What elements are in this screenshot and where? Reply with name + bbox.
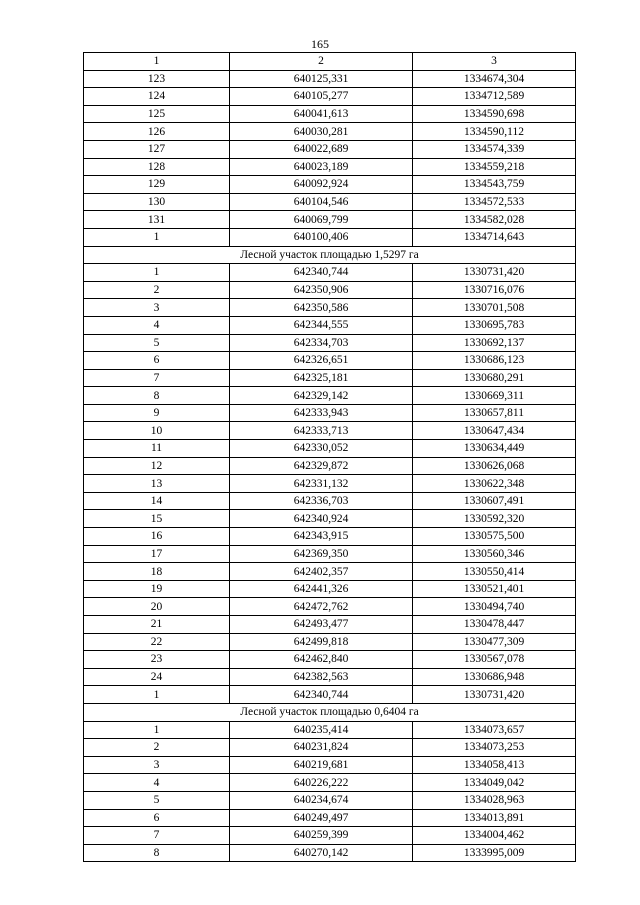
x-coordinate-cell: 640234,674	[230, 791, 413, 809]
point-number-cell: 24	[84, 668, 230, 686]
y-coordinate-cell: 1330680,291	[413, 369, 576, 387]
x-coordinate-cell: 642330,052	[230, 440, 413, 458]
table-row	[84, 774, 576, 792]
table-row	[84, 387, 576, 405]
point-number-cell: 19	[84, 580, 230, 598]
point-number-cell: 128	[84, 158, 230, 176]
x-coordinate-cell: 642334,703	[230, 334, 413, 352]
header-row	[84, 53, 576, 71]
point-number-cell: 124	[84, 88, 230, 106]
y-coordinate-cell: 1330731,420	[413, 264, 576, 282]
x-coordinate-cell: 642329,142	[230, 387, 413, 405]
point-number-cell: 7	[84, 827, 230, 845]
point-number-cell: 123	[84, 70, 230, 88]
table-row	[84, 721, 576, 739]
section-title: Лесной участок площадью 1,5297 га	[84, 246, 576, 264]
table-body	[84, 70, 576, 862]
y-coordinate-cell: 1333995,009	[413, 844, 576, 862]
y-coordinate-cell: 1330477,309	[413, 633, 576, 651]
y-coordinate-cell: 1334049,042	[413, 774, 576, 792]
y-coordinate-cell: 1334004,462	[413, 827, 576, 845]
table-row	[84, 580, 576, 598]
y-coordinate-cell: 1334590,112	[413, 123, 576, 141]
point-number-cell: 16	[84, 528, 230, 546]
header-cell-point: 1	[84, 53, 230, 71]
table-row	[84, 158, 576, 176]
x-coordinate-cell: 640069,799	[230, 211, 413, 229]
point-number-cell: 1	[84, 721, 230, 739]
table-row	[84, 440, 576, 458]
table-row	[84, 228, 576, 246]
table-row	[84, 633, 576, 651]
y-coordinate-cell: 1330478,447	[413, 616, 576, 634]
y-coordinate-cell: 1330657,811	[413, 404, 576, 422]
point-number-cell: 21	[84, 616, 230, 634]
table-row	[84, 756, 576, 774]
point-number-cell: 1	[84, 228, 230, 246]
y-coordinate-cell: 1330550,414	[413, 563, 576, 581]
table-row	[84, 475, 576, 493]
y-coordinate-cell: 1330686,948	[413, 668, 576, 686]
table-row	[84, 510, 576, 528]
y-coordinate-cell: 1330622,348	[413, 475, 576, 493]
coordinates-table	[83, 52, 576, 862]
point-number-cell: 125	[84, 105, 230, 123]
table-row	[84, 404, 576, 422]
x-coordinate-cell: 642472,762	[230, 598, 413, 616]
table-row	[84, 457, 576, 475]
x-coordinate-cell: 642402,357	[230, 563, 413, 581]
point-number-cell: 4	[84, 774, 230, 792]
x-coordinate-cell: 642499,818	[230, 633, 413, 651]
point-number-cell: 127	[84, 140, 230, 158]
y-coordinate-cell: 1334712,589	[413, 88, 576, 106]
table-row	[84, 316, 576, 334]
x-coordinate-cell: 642493,477	[230, 616, 413, 634]
y-coordinate-cell: 1334028,963	[413, 791, 576, 809]
x-coordinate-cell: 640023,189	[230, 158, 413, 176]
table-row	[84, 70, 576, 88]
table-row	[84, 827, 576, 845]
y-coordinate-cell: 1334590,698	[413, 105, 576, 123]
section-row	[84, 246, 576, 264]
table-row	[84, 739, 576, 757]
y-coordinate-cell: 1334073,657	[413, 721, 576, 739]
point-number-cell: 131	[84, 211, 230, 229]
x-coordinate-cell: 640092,924	[230, 176, 413, 194]
point-number-cell: 3	[84, 756, 230, 774]
x-coordinate-cell: 642343,915	[230, 528, 413, 546]
table-row	[84, 352, 576, 370]
x-coordinate-cell: 642336,703	[230, 492, 413, 510]
point-number-cell: 14	[84, 492, 230, 510]
x-coordinate-cell: 640249,497	[230, 809, 413, 827]
table-row	[84, 651, 576, 669]
y-coordinate-cell: 1330494,740	[413, 598, 576, 616]
point-number-cell: 18	[84, 563, 230, 581]
y-coordinate-cell: 1330521,401	[413, 580, 576, 598]
y-coordinate-cell: 1334073,253	[413, 739, 576, 757]
x-coordinate-cell: 640219,681	[230, 756, 413, 774]
point-number-cell: 7	[84, 369, 230, 387]
point-number-cell: 5	[84, 791, 230, 809]
y-coordinate-cell: 1334714,643	[413, 228, 576, 246]
x-coordinate-cell: 640231,824	[230, 739, 413, 757]
y-coordinate-cell: 1330567,078	[413, 651, 576, 669]
point-number-cell: 2	[84, 281, 230, 299]
y-coordinate-cell: 1334058,413	[413, 756, 576, 774]
y-coordinate-cell: 1330716,076	[413, 281, 576, 299]
table-row	[84, 369, 576, 387]
table-row	[84, 281, 576, 299]
x-coordinate-cell: 642333,713	[230, 422, 413, 440]
x-coordinate-cell: 642441,326	[230, 580, 413, 598]
x-coordinate-cell: 640125,331	[230, 70, 413, 88]
x-coordinate-cell: 642340,744	[230, 264, 413, 282]
table-row	[84, 176, 576, 194]
x-coordinate-cell: 642350,906	[230, 281, 413, 299]
x-coordinate-cell: 640104,546	[230, 193, 413, 211]
y-coordinate-cell: 1334572,533	[413, 193, 576, 211]
y-coordinate-cell: 1334582,028	[413, 211, 576, 229]
table-row	[84, 563, 576, 581]
x-coordinate-cell: 642325,181	[230, 369, 413, 387]
table-row	[84, 123, 576, 141]
table-row	[84, 422, 576, 440]
point-number-cell: 22	[84, 633, 230, 651]
x-coordinate-cell: 640259,399	[230, 827, 413, 845]
x-coordinate-cell: 642382,563	[230, 668, 413, 686]
point-number-cell: 8	[84, 387, 230, 405]
y-coordinate-cell: 1330669,311	[413, 387, 576, 405]
x-coordinate-cell: 642333,943	[230, 404, 413, 422]
x-coordinate-cell: 642326,651	[230, 352, 413, 370]
table-row	[84, 193, 576, 211]
point-number-cell: 129	[84, 176, 230, 194]
x-coordinate-cell: 640105,277	[230, 88, 413, 106]
x-coordinate-cell: 640022,689	[230, 140, 413, 158]
y-coordinate-cell: 1330695,783	[413, 316, 576, 334]
x-coordinate-cell: 640235,414	[230, 721, 413, 739]
y-coordinate-cell: 1330634,449	[413, 440, 576, 458]
point-number-cell: 2	[84, 739, 230, 757]
table-row	[84, 334, 576, 352]
y-coordinate-cell: 1330575,500	[413, 528, 576, 546]
point-number-cell: 1	[84, 264, 230, 282]
x-coordinate-cell: 642340,744	[230, 686, 413, 704]
table-row	[84, 598, 576, 616]
x-coordinate-cell: 642340,924	[230, 510, 413, 528]
table-row	[84, 88, 576, 106]
point-number-cell: 23	[84, 651, 230, 669]
point-number-cell: 20	[84, 598, 230, 616]
table-row	[84, 528, 576, 546]
table-row	[84, 791, 576, 809]
x-coordinate-cell: 640270,142	[230, 844, 413, 862]
y-coordinate-cell: 1330560,346	[413, 545, 576, 563]
table-row	[84, 299, 576, 317]
table-row	[84, 140, 576, 158]
point-number-cell: 10	[84, 422, 230, 440]
y-coordinate-cell: 1330626,068	[413, 457, 576, 475]
table-row	[84, 105, 576, 123]
section-row	[84, 703, 576, 721]
y-coordinate-cell: 1330731,420	[413, 686, 576, 704]
point-number-cell: 11	[84, 440, 230, 458]
point-number-cell: 6	[84, 809, 230, 827]
point-number-cell: 15	[84, 510, 230, 528]
table-row	[84, 686, 576, 704]
table-row	[84, 492, 576, 510]
point-number-cell: 6	[84, 352, 230, 370]
table-row	[84, 545, 576, 563]
table-row	[84, 809, 576, 827]
point-number-cell: 126	[84, 123, 230, 141]
table-row	[84, 668, 576, 686]
y-coordinate-cell: 1334013,891	[413, 809, 576, 827]
point-number-cell: 8	[84, 844, 230, 862]
y-coordinate-cell: 1330701,508	[413, 299, 576, 317]
x-coordinate-cell: 640226,222	[230, 774, 413, 792]
y-coordinate-cell: 1330592,320	[413, 510, 576, 528]
point-number-cell: 3	[84, 299, 230, 317]
y-coordinate-cell: 1330686,123	[413, 352, 576, 370]
header-cell-x: 2	[230, 53, 413, 71]
x-coordinate-cell: 640041,613	[230, 105, 413, 123]
point-number-cell: 13	[84, 475, 230, 493]
point-number-cell: 130	[84, 193, 230, 211]
x-coordinate-cell: 640030,281	[230, 123, 413, 141]
y-coordinate-cell: 1334543,759	[413, 176, 576, 194]
point-number-cell: 17	[84, 545, 230, 563]
header-cell-y: 3	[413, 53, 576, 71]
y-coordinate-cell: 1330692,137	[413, 334, 576, 352]
point-number-cell: 4	[84, 316, 230, 334]
page-number: 165	[311, 37, 329, 51]
y-coordinate-cell: 1334559,218	[413, 158, 576, 176]
table-row	[84, 264, 576, 282]
x-coordinate-cell: 642462,840	[230, 651, 413, 669]
y-coordinate-cell: 1330647,434	[413, 422, 576, 440]
point-number-cell: 5	[84, 334, 230, 352]
x-coordinate-cell: 642329,872	[230, 457, 413, 475]
table-row	[84, 211, 576, 229]
point-number-cell: 9	[84, 404, 230, 422]
section-title: Лесной участок площадью 0,6404 га	[84, 703, 576, 721]
x-coordinate-cell: 642350,586	[230, 299, 413, 317]
point-number-cell: 1	[84, 686, 230, 704]
x-coordinate-cell: 642344,555	[230, 316, 413, 334]
x-coordinate-cell: 640100,406	[230, 228, 413, 246]
y-coordinate-cell: 1334674,304	[413, 70, 576, 88]
table-row	[84, 616, 576, 634]
x-coordinate-cell: 642369,350	[230, 545, 413, 563]
table-row	[84, 844, 576, 862]
y-coordinate-cell: 1330607,491	[413, 492, 576, 510]
y-coordinate-cell: 1334574,339	[413, 140, 576, 158]
point-number-cell: 12	[84, 457, 230, 475]
x-coordinate-cell: 642331,132	[230, 475, 413, 493]
